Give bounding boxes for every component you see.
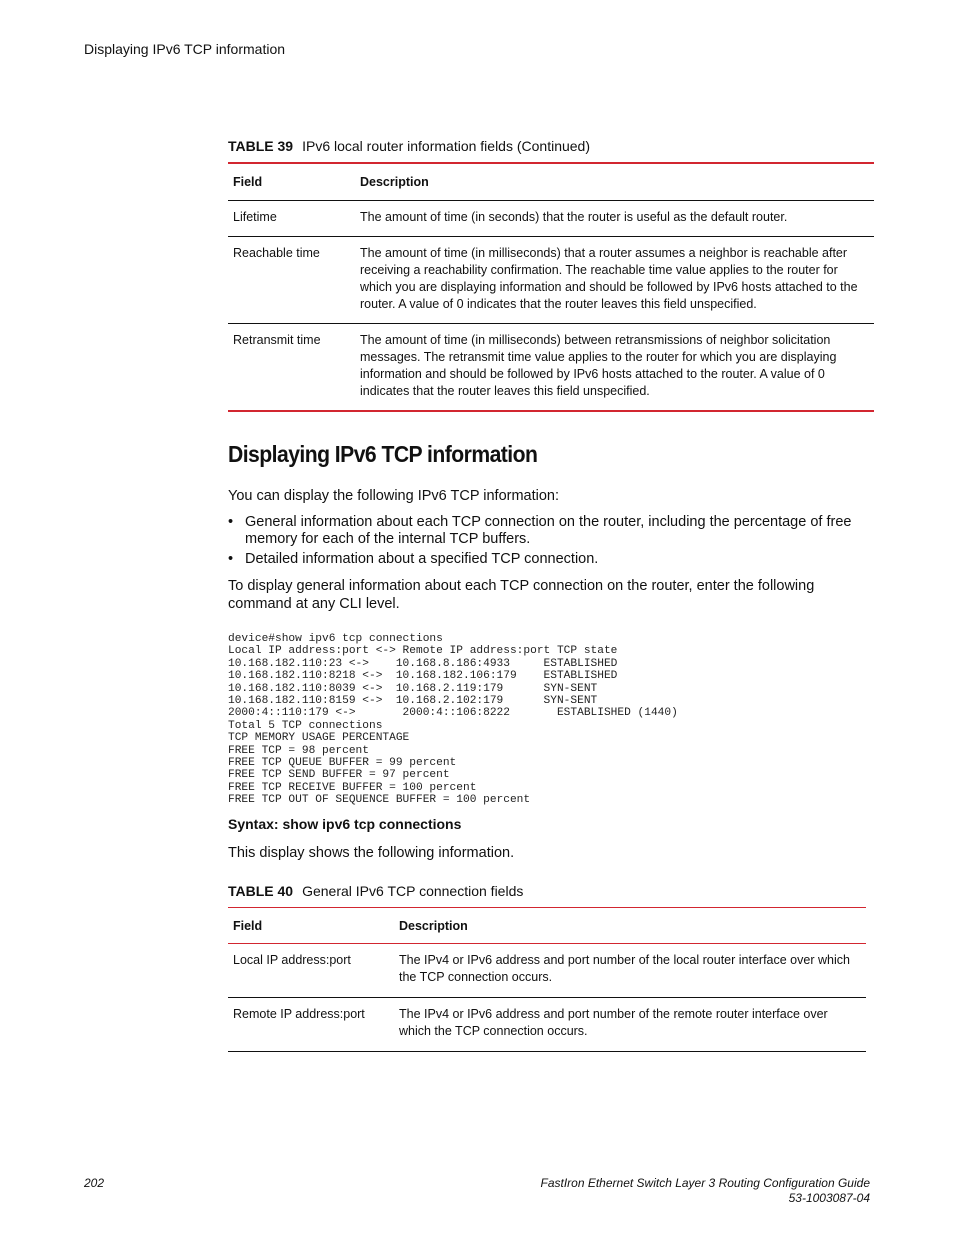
list-item <box>228 514 874 548</box>
table-40-caption <box>228 883 523 899</box>
table-number: TABLE 40 <box>228 883 294 899</box>
table-row <box>228 998 866 1052</box>
field-cell: Local IP address:port <box>233 953 351 967</box>
command-instruction-paragraph: To display general information about each TCP connection on the router, enter the following command at any CLI level. <box>228 578 815 612</box>
table-row <box>228 200 874 236</box>
bullet-marker: • <box>228 551 234 567</box>
table-row <box>228 323 874 411</box>
list-item <box>228 551 874 568</box>
display-info-paragraph: This display shows the following information. <box>228 845 515 861</box>
cli-output-block: device#show ipv6 tcp connections Local IP address:port <-> Remote IP address:port TCP state 10.168.182.110:23 <-> 10.168.8.186:4933 ESTABLISHED 10.168.182.110:8218 <-> 10.168.182.106:179 ESTABLISHED 10.168.182.110:8039 <-> 10.168.2.119:179 SYN-SENT 10.168.182.110:8159 <-> 10.168.2.102:179 SYN-SENT 2000:4::110:179 <-> 2000:4::106:8222 ESTABLISHED (1440) Total 5 TCP connections TCP MEMORY USAGE PERCENTAGE FREE TCP = 98 percent FREE TCP QUEUE BUFFER = 99 percent FREE TCP SEND BUFFER = 97 percent FREE TCP RECEIVE BUFFER = 100 percent FREE TCP OUT OF SEQUENCE BUFFER = 100 percent <box>228 633 678 807</box>
description-cell: The amount of time (in milliseconds) that a router assumes a neighbor is reachable after receiving a reachability confirmation. The reachable time value applies to the router for which you are displaying information and should be followed by IPv6 hosts attached to the router. A value of 0 indicates that the router leaves this field unspecified. <box>360 245 858 311</box>
footer <box>540 1176 870 1206</box>
table-39 <box>228 162 874 412</box>
table-40 <box>228 907 866 1052</box>
bullet-marker: • <box>228 514 234 530</box>
description-cell: The amount of time (in seconds) that the router is useful as the default router. <box>360 209 788 224</box>
field-cell: Reachable time <box>233 245 320 260</box>
column-header-description: Description <box>394 908 866 944</box>
description-cell: The IPv4 or IPv6 address and port number of the local router interface over which the TCP connection occurs. <box>399 953 850 984</box>
table-header-row <box>228 908 866 944</box>
document-number: 53-1003087-04 <box>788 1191 870 1205</box>
field-cell: Remote IP address:port <box>233 1007 365 1021</box>
field-cell: Retransmit time <box>233 332 321 347</box>
table-39-caption <box>228 138 590 154</box>
column-header-description: Description <box>355 163 874 200</box>
list-item-text: General information about each TCP connection on the router, including the percentage of free memory for each of the internal TCP buffers. <box>245 514 852 547</box>
field-cell: Lifetime <box>233 209 277 224</box>
description-cell: The amount of time (in milliseconds) between retransmissions of neighbor solicitation messages. The retransmit time value applies to the router for which you are displaying information and should be followed by IPv6 hosts attached to the router. A value of 0 indicates that the router leaves this field unspecified. <box>360 332 837 398</box>
column-header-field: Field <box>228 163 355 200</box>
table-row <box>228 944 866 998</box>
table-title: General IPv6 TCP connection fields <box>302 883 524 899</box>
list-item-text: Detailed information about a specified TCP connection. <box>245 551 599 567</box>
table-header-row <box>228 163 874 200</box>
table-number: TABLE 39 <box>228 138 294 154</box>
section-heading: Displaying IPv6 TCP information <box>228 441 538 467</box>
description-cell: The IPv4 or IPv6 address and port number of the remote router interface over which the TCP connection occurs. <box>399 1007 828 1038</box>
running-header: Displaying IPv6 TCP information <box>84 41 286 57</box>
guide-title: FastIron Ethernet Switch Layer 3 Routing Configuration Guide <box>540 1176 870 1190</box>
column-header-field: Field <box>228 908 394 944</box>
table-title: IPv6 local router information fields (Continued) <box>302 138 591 154</box>
table-row <box>228 236 874 323</box>
page-number: 202 <box>84 1176 105 1190</box>
intro-paragraph: You can display the following IPv6 TCP information: <box>228 488 560 504</box>
syntax-line: Syntax: show ipv6 tcp connections <box>228 816 462 832</box>
